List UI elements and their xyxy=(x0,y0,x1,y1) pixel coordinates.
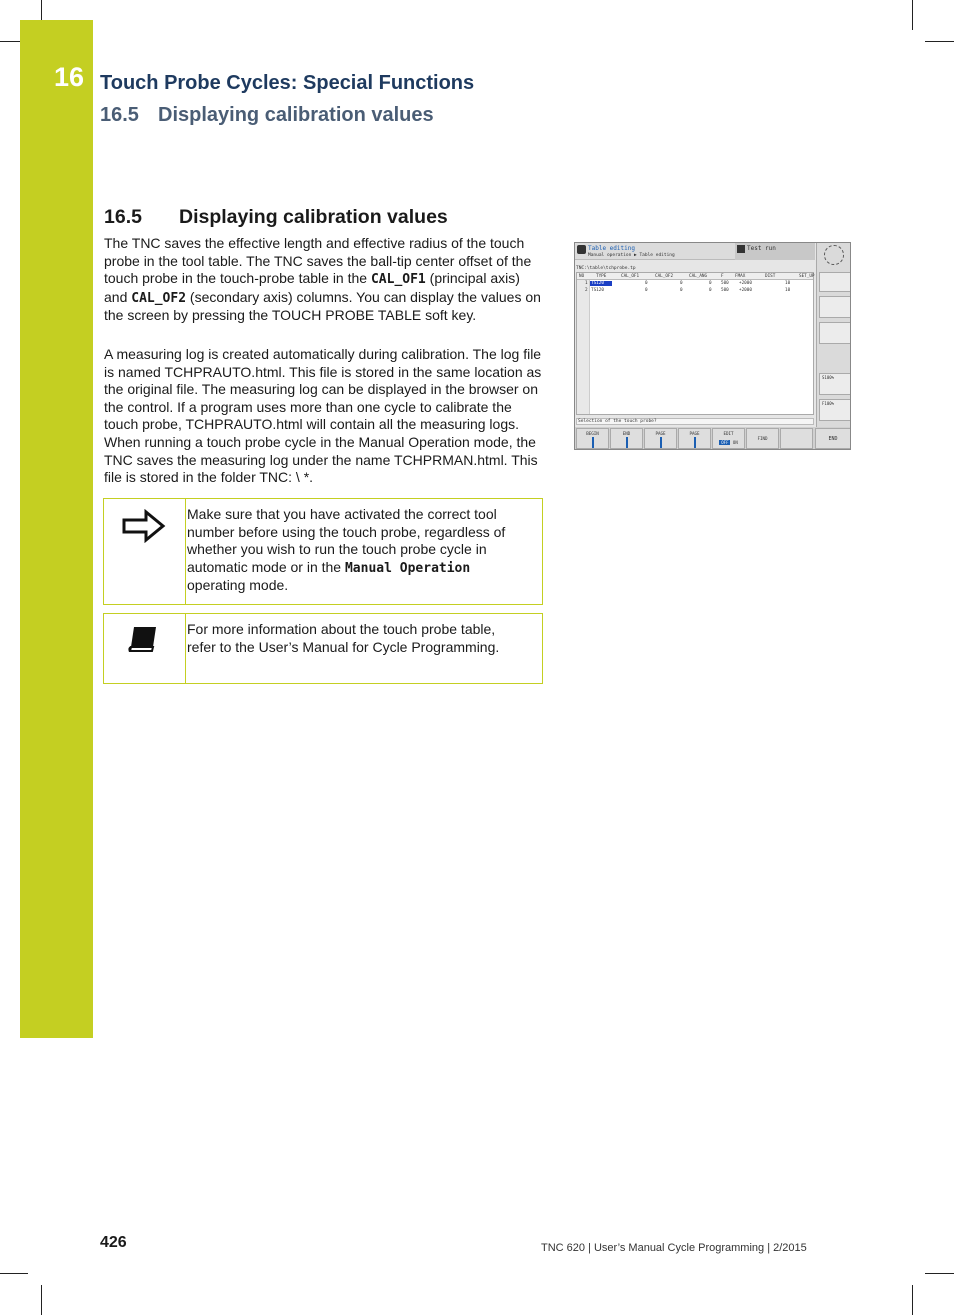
edit-toggle[interactable] xyxy=(713,440,744,445)
crop-mark xyxy=(41,1285,42,1315)
crop-mark xyxy=(912,0,913,30)
table-cell: 10 xyxy=(785,281,791,286)
table-row[interactable] xyxy=(577,288,813,294)
tnc-file-path: TNC:\table\tchprobe.tp xyxy=(576,266,636,271)
softkey-label: FIND xyxy=(757,436,768,441)
side-softkey-3[interactable] xyxy=(819,322,851,344)
table-cell: +2000 xyxy=(739,281,752,286)
softkey-page-up[interactable] xyxy=(644,428,677,449)
softkey-label: END xyxy=(828,436,838,442)
cal-of1-code: CAL_OF1 xyxy=(370,272,426,288)
tnc-right-panel xyxy=(816,243,851,427)
softkey-edit[interactable] xyxy=(712,428,745,449)
footer-text: TNC 620 | User’s Manual Cycle Programming | 2/2015 xyxy=(541,1242,807,1254)
col-header: DIST xyxy=(765,274,776,279)
softkey-label: EDIT xyxy=(723,431,734,436)
table-cell: 0 xyxy=(709,288,712,293)
softkey-label: BEGIN xyxy=(586,431,599,436)
chapter-sidebar xyxy=(20,20,93,1038)
col-header: CAL_ANG xyxy=(689,274,708,279)
paragraph-1 xyxy=(104,235,544,325)
tnc-top-bar xyxy=(575,243,815,260)
page-number: 426 xyxy=(100,1234,127,1251)
table-row[interactable] xyxy=(577,281,813,287)
softkey-label: END xyxy=(622,431,631,436)
spindle-override-label: S100% xyxy=(822,375,835,380)
table-cell-selected[interactable]: TS120 xyxy=(590,281,612,286)
arrow-right-icon xyxy=(122,509,166,543)
running-section-title: Displaying calibration values xyxy=(158,104,434,126)
side-softkey-1[interactable] xyxy=(819,272,851,292)
paragraph-1-text: The TNC saves the effective length and effective radius of the touch probe in the tool table. The TNC saves the ball-tip center offset of the touch probe in the touch-probe table in the xyxy=(104,235,532,287)
col-header: SET_UP xyxy=(799,274,815,279)
edit-on: ON xyxy=(732,440,738,445)
note-text xyxy=(187,506,522,595)
running-section-number: 16.5 xyxy=(100,104,139,126)
table-cell: 1 xyxy=(585,281,588,286)
feed-override-label: F100% xyxy=(822,401,835,406)
crop-mark xyxy=(925,41,954,42)
table-cell: 500 xyxy=(721,288,729,293)
side-softkey-2[interactable] xyxy=(819,296,851,318)
softkey-end[interactable] xyxy=(610,428,643,449)
tnc-status-line xyxy=(576,418,814,425)
chapter-title: Touch Probe Cycles: Special Functions xyxy=(100,72,475,94)
test-run-icon xyxy=(737,245,745,253)
cal-of2-code: CAL_OF2 xyxy=(131,290,187,306)
note-box-more-info xyxy=(103,613,543,684)
crop-mark xyxy=(0,41,20,42)
tnc-breadcrumb: Manual operation ▶ Table editing xyxy=(588,253,675,258)
arrow-up-icon xyxy=(660,437,662,448)
test-run-label: Test run xyxy=(747,245,776,252)
note-text: For more information about the touch probe table, refer to the User’s Manual for Cycle Programming. xyxy=(187,621,500,655)
override-dial-icon xyxy=(824,245,844,265)
col-header: NO xyxy=(579,274,585,279)
crop-mark xyxy=(925,1273,954,1274)
softkey-begin[interactable] xyxy=(576,428,609,449)
section-heading xyxy=(104,206,448,229)
note-text-part: operating mode. xyxy=(187,577,289,594)
table-cell: 2 xyxy=(585,288,588,293)
feed-override-box[interactable] xyxy=(819,399,851,421)
crop-mark xyxy=(0,1273,28,1274)
paragraph-1-text: (principal axis) and xyxy=(104,270,520,305)
col-header: TYPE xyxy=(596,274,607,279)
col-header: FMAX xyxy=(735,274,746,279)
crop-mark xyxy=(41,0,42,20)
paragraph-2: A measuring log is created automatically during calibration. The log file is named TCHPRAUTO.html. This file is stored in the same location as the original file. The measuring log can be displayed in the browser on the control. If a program uses more than one cycle to calibrate the touch probe, TCHPRAUTO.html will contain all the measuring logs. When running a touch probe cycle in the Manual Operation mode, the TNC saves the measuring log under the name TCHPRMAN.html. This file is stored in the folder TNC: \ *. xyxy=(104,346,542,486)
softkey-label: PAGE xyxy=(655,431,666,436)
book-icon xyxy=(127,625,159,653)
edit-off: OFF xyxy=(721,440,729,445)
table-cell: 500 xyxy=(721,281,729,286)
row-number-column xyxy=(577,280,590,414)
note-icon-cell xyxy=(104,499,186,604)
table-cell: 0 xyxy=(645,281,648,286)
table-cell: 0 xyxy=(645,288,648,293)
table-cell: 0 xyxy=(680,281,683,286)
col-header: F xyxy=(721,274,724,279)
softkey-bar xyxy=(575,427,851,450)
note-box-tool-activation xyxy=(103,498,543,605)
tnc-mode-title: Table editing xyxy=(588,245,635,252)
softkey-label: PAGE xyxy=(689,431,700,436)
status-text: Selection of the touch probe? xyxy=(578,419,657,424)
tnc-screenshot xyxy=(574,242,851,450)
softkey-page-down[interactable] xyxy=(678,428,711,449)
table-cell: TS120 xyxy=(591,288,604,293)
arrow-down-icon xyxy=(694,437,696,448)
table-cell: 0 xyxy=(680,288,683,293)
softkey-empty[interactable] xyxy=(780,428,813,449)
section-number: 16.5 xyxy=(104,206,142,228)
test-run-panel xyxy=(735,243,815,260)
running-section-header xyxy=(100,104,434,127)
crop-mark xyxy=(912,1285,913,1315)
table-cell: +2000 xyxy=(739,288,752,293)
arrow-up-icon xyxy=(592,437,594,448)
chapter-number: 16 xyxy=(54,62,85,92)
table-cell: 10 xyxy=(785,288,791,293)
spindle-override-box[interactable] xyxy=(819,373,851,395)
table-header xyxy=(577,273,813,280)
table-cell: 0 xyxy=(709,281,712,286)
col-header: CAL_OF2 xyxy=(655,274,674,279)
paragraph-1-text: (secondary axis) columns. You can display the values on the screen by pressing the TOUCH PROBE TABLE soft key. xyxy=(104,288,541,324)
note-text-part: Make sure that you have activated the correct tool number before using the touch probe, regardless of whether you wish to run the touch probe cycle in automatic mode or in the xyxy=(187,506,506,575)
softkey-find[interactable] xyxy=(746,428,779,449)
mode-icon xyxy=(577,245,586,254)
touch-probe-table xyxy=(576,272,814,415)
manual-operation-label: Manual Operation xyxy=(344,560,471,576)
section-title: Displaying calibration values xyxy=(179,206,448,228)
note-icon-cell xyxy=(104,614,186,683)
col-header: CAL_OF1 xyxy=(621,274,640,279)
softkey-end-table[interactable] xyxy=(815,428,851,449)
arrow-down-icon xyxy=(626,437,628,448)
